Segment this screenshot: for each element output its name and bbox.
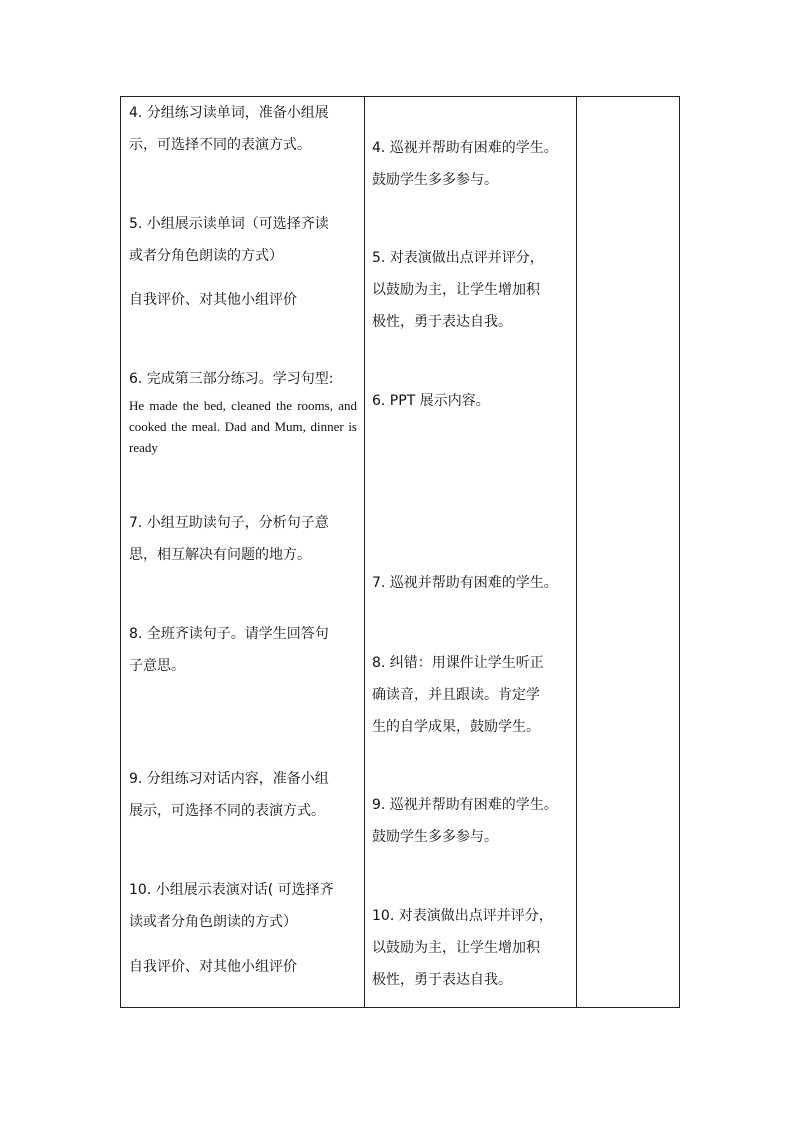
teacher-step-5-line3: 极性，勇于表达自我。	[372, 314, 512, 330]
student-step-7-line2: 思，相互解决有问题的地方。	[129, 547, 311, 563]
teacher-step-10-line3: 极性，勇于表达自我。	[372, 972, 512, 988]
student-step-9-line1: 9. 分组练习对话内容，准备小组	[129, 771, 329, 787]
student-step-7-line1: 7. 小组互助读句子，分析句子意	[129, 515, 329, 531]
student-step-4-line1: 4. 分组练习读单词，准备小组展	[129, 105, 329, 121]
student-step-9-line2: 展示，可选择不同的表演方式。	[129, 803, 325, 819]
teacher-step-4-line2: 鼓励学生多多参与。	[372, 172, 498, 188]
teacher-step-10-line1: 10. 对表演做出点评并评分，	[372, 908, 553, 924]
student-step-6-line1: 6. 完成第三部分练习。学习句型:	[129, 371, 334, 387]
student-step-10-note: 自我评价、对其他小组评价	[129, 959, 297, 975]
teacher-step-7-line1: 7. 巡视并帮助有困难的学生。	[372, 575, 558, 591]
student-step-10-line1: 10. 小组展示表演对话( 可选择齐	[129, 882, 334, 898]
teacher-step-8-line2: 确读音，并且跟读。肯定学	[372, 687, 540, 703]
student-step-5-line1: 5. 小组展示读单词（可选择齐读	[129, 216, 329, 232]
lesson-table	[120, 96, 680, 1008]
teacher-step-5-line1: 5. 对表演做出点评并评分，	[372, 250, 544, 266]
student-step-4-line2: 示，可选择不同的表演方式。	[129, 137, 311, 153]
teacher-step-9-line2: 鼓励学生多多参与。	[372, 829, 498, 845]
teacher-step-8-line3: 生的自学成果，鼓励学生。	[372, 719, 540, 735]
teacher-step-6-line1: 6. PPT 展示内容。	[372, 393, 490, 409]
student-step-5-note: 自我评价、对其他小组评价	[129, 292, 297, 308]
teacher-step-4-line1: 4. 巡视并帮助有困难的学生。	[372, 140, 558, 156]
student-step-8-line1: 8. 全班齐读句子。请学生回答句	[129, 626, 329, 642]
student-step-10-line2: 读或者分角色朗读的方式）	[129, 914, 297, 930]
teacher-step-5-line2: 以鼓励为主，让学生增加积	[372, 282, 540, 298]
sentence-pattern: He made the bed, cleaned the rooms, and cooked the meal. Dad and Mum, dinner is ready	[129, 398, 357, 455]
teacher-step-10-line2: 以鼓励为主，让学生增加积	[372, 940, 540, 956]
column-divider-1	[364, 97, 365, 1007]
student-step-5-line2: 或者分角色朗读的方式）	[129, 248, 283, 264]
teacher-step-8-line1: 8. 纠错：用课件让学生听正	[372, 655, 544, 671]
student-step-8-line2: 子意思。	[129, 658, 185, 674]
column-divider-2	[576, 97, 577, 1007]
teacher-step-9-line1: 9. 巡视并帮助有困难的学生。	[372, 797, 558, 813]
